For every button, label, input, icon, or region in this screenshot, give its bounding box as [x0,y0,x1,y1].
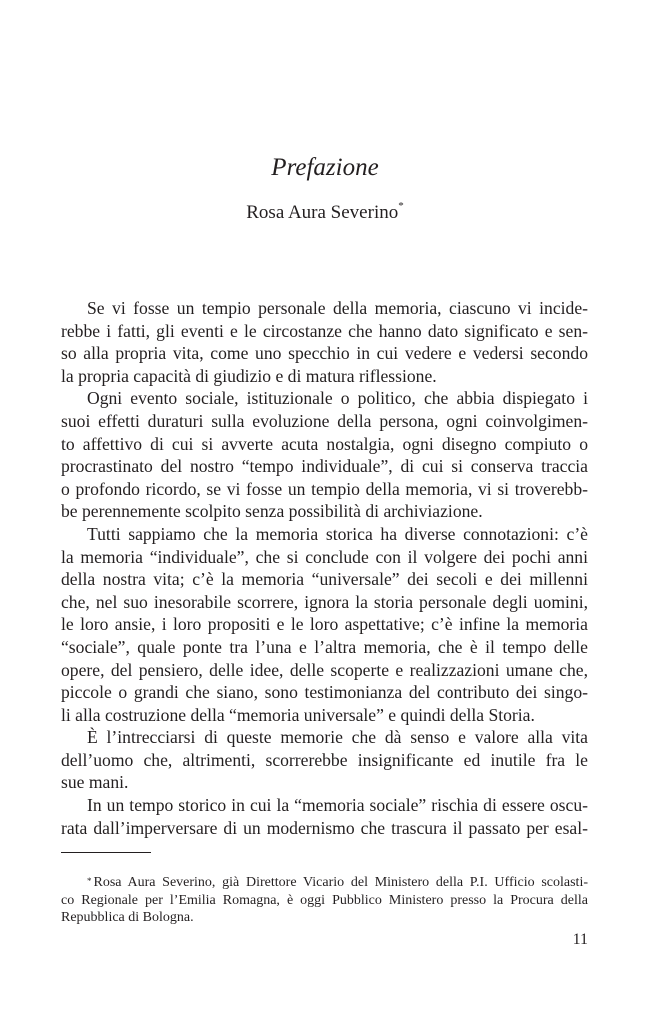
text-line: dell’uomo che, altrimenti, scorrerebbe insignificante ed inutile fra le [61,749,588,770]
text-line: Tutti sappiamo che la memoria storica ha diverse connotazioni: c’è [87,523,588,544]
text-line: piccole o grandi che siano, sono testimonianza del contributo dei singo- [61,682,588,703]
footnote [61,874,588,927]
text-line: le loro ansie, i loro propositi e le loro aspettative; c’è infine la memoria [61,614,588,635]
text-line: rebbe i fatti, gli eventi e le circostanze che hanno dato significato e sen- [61,320,588,341]
text-line: È l’intrecciarsi di queste memorie che dà senso e valore alla vita [87,727,588,748]
text-line: che, nel suo inesorabile scorrere, ignora la storia personale degli uomini, [61,591,588,612]
text-line: rata dall’imperversare di un modernismo che trascura il passato per esal- [61,817,588,838]
text-line: be perennemente scolpito senza possibilità di archiviazione. [61,501,483,522]
paragraph [61,794,588,839]
text-line: sue mani. [61,772,129,793]
text-line: li alla costruzione della “memoria universale” e quindi della Storia. [61,704,535,725]
footnote-text: co Regionale per l’Emilia Romagna, è oggi Pubblico Ministero presso la Procura della [61,892,588,908]
footnote-marker: * [398,200,404,212]
footnote-text: Rosa Aura Severino, già Direttore Vicario del Ministero della P.I. Ufficio scolasti- [93,875,588,890]
footnote-mark: * [87,876,92,886]
page-number: 11 [572,931,588,948]
paragraph [61,387,588,523]
chapter-title: Prefazione [271,154,379,181]
text-line: In un tempo storico in cui la “memoria sociale” rischia di essere oscu- [87,795,588,816]
text-line: la propria capacità di giudizio e di matura riflessione. [61,365,437,386]
paragraph [61,726,588,794]
footnote-line [61,909,588,927]
footnote-text: Repubblica di Bologna. [61,910,194,926]
text-line: Ogni evento sociale, istituzionale o politico, che abbia dispiegato i [87,388,588,409]
body-text [61,297,588,839]
text-line: “sociale”, quale ponte tra l’una e l’altra memoria, che è il tempo delle [61,636,588,657]
footnote-rule [61,852,151,853]
text-line: suoi effetti duraturi sulla evoluzione della persona, ogni coinvolgimen- [61,410,588,431]
paragraph [61,523,588,726]
text-line: o profondo ricordo, se vi fosse un tempio della memoria, vi si troverebb- [61,478,588,499]
paragraph [61,297,588,387]
text-line: Se vi fosse un tempio personale della memoria, ciascuno vi incide- [87,298,588,318]
text-line: la memoria “individuale”, che si conclude con il volgere dei pochi anni [61,546,588,567]
footnote-line [61,874,588,892]
text-line: opere, del pensiero, delle idee, delle scoperte e realizzazioni umane che, [61,659,588,680]
author-text: Rosa Aura Severino [246,202,399,223]
text-line: to affettivo di cui si avverte acuta nostalgia, ogni disegno compiuto o [61,433,588,454]
text-line: della nostra vita; c’è la memoria “universale” dei secoli e dei millenni [61,569,588,590]
text-line: so alla propria vita, come uno specchio in cui vedere e vedersi secondo [61,343,588,364]
footnote-line [61,892,588,910]
author-name [0,202,650,224]
text-line: procrastinato del nostro “tempo individuale”, di cui si conserva traccia [61,456,588,477]
